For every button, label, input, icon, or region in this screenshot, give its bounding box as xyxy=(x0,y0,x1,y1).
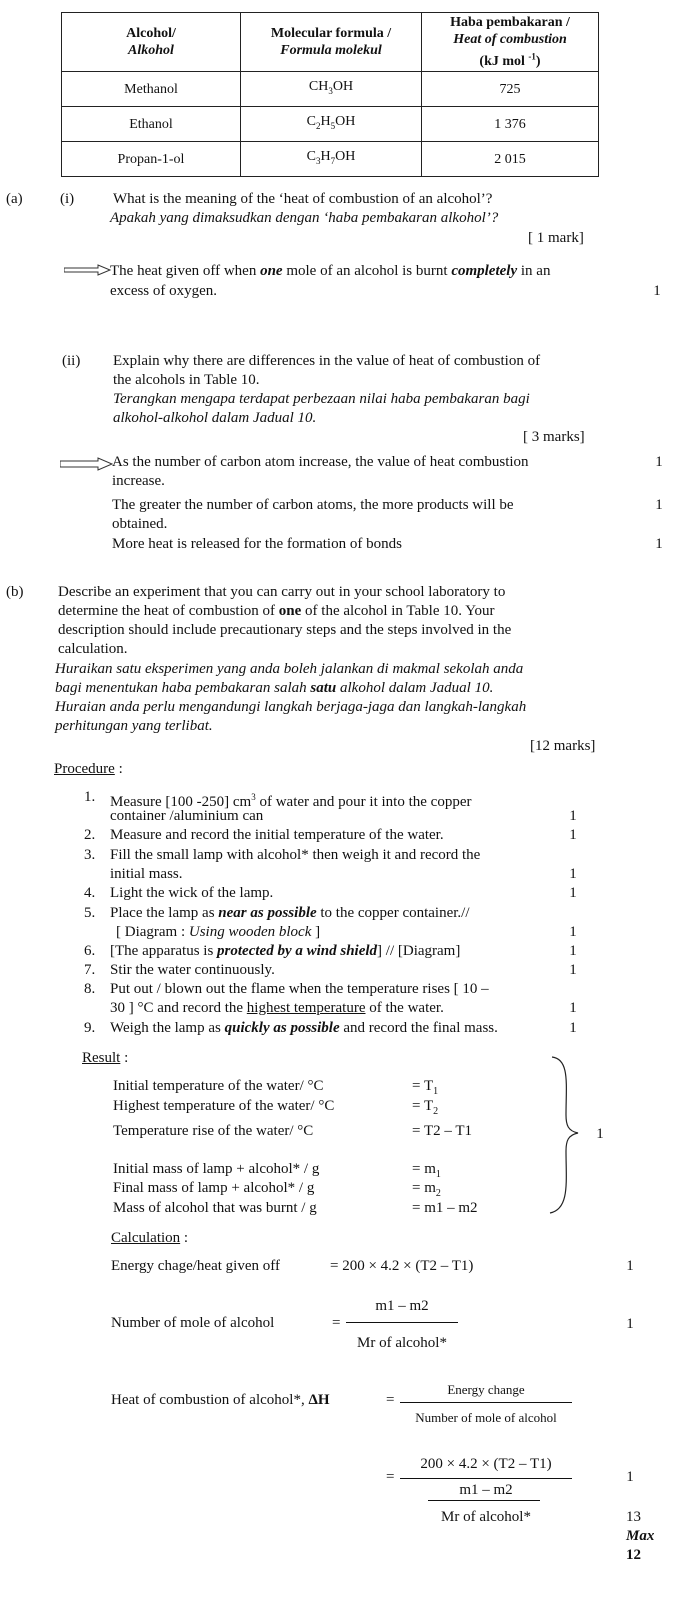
mark: 1 xyxy=(569,1020,577,1036)
part-b-label: (b) xyxy=(6,584,24,600)
step-number: 2. xyxy=(84,827,96,843)
step-5-line1: Place the lamp as near as possible to the copper container.// xyxy=(110,905,470,921)
mark: 1 xyxy=(569,1000,577,1016)
mark: 1 xyxy=(655,497,663,513)
result-heading: Result : xyxy=(82,1050,129,1066)
step-3-line2: initial mass. xyxy=(110,866,183,882)
header-heat: Haba pembakaran / Heat of combustion (kJ mol $^{-1}$) xyxy=(422,13,599,72)
result-label: Final mass of lamp + alcohol* / g xyxy=(113,1180,315,1196)
arrow-icon xyxy=(60,457,114,471)
equals-sign: = xyxy=(386,1469,395,1485)
final-numerator: 200 × 4.2 × (T2 – T1) xyxy=(420,1456,552,1472)
mark: 1 xyxy=(569,827,577,843)
cell-heat: 725 xyxy=(422,72,599,107)
part-a-label: (a) xyxy=(6,191,23,207)
mark: 1 xyxy=(626,1469,634,1485)
part-a-i-question: What is the meaning of the ‘heat of combustion of an alcohol’? xyxy=(113,191,493,207)
part-b-question-ms-4: perhitungan yang terlibat. xyxy=(55,718,213,734)
step-1-line2: container /aluminium can xyxy=(110,808,264,824)
equals-sign: = xyxy=(386,1392,395,1408)
part-a-ii-label: (ii) xyxy=(62,353,81,369)
arrow-icon xyxy=(64,264,112,276)
result-label: Initial temperature of the water/ °C xyxy=(113,1078,324,1094)
part-a-i-label: (i) xyxy=(60,191,75,207)
max-value: 12 xyxy=(626,1547,641,1563)
mark: 1 xyxy=(569,866,577,882)
header-formula: Molecular formula / Formula molekul xyxy=(241,13,422,72)
cell-alcohol: Methanol xyxy=(62,72,241,107)
step-number: 1. xyxy=(84,789,96,805)
curly-brace-icon xyxy=(540,1055,584,1215)
cell-alcohol: Propan-1-ol xyxy=(62,142,241,177)
fraction-line xyxy=(346,1322,458,1323)
mark: 1 xyxy=(569,808,577,824)
result-value: = $T_1$ xyxy=(412,1078,439,1097)
part-a-i-answer: The heat given off when one mole of an alcohol is burnt completely in an xyxy=(110,263,551,279)
result-value: = m1 – m2 xyxy=(412,1200,478,1216)
cell-formula: $C_3H_7OH$ xyxy=(241,142,422,177)
answer-2-line2: obtained. xyxy=(112,516,168,532)
cell-formula: $CH_3OH$ xyxy=(241,72,422,107)
cell-heat: 1 376 xyxy=(422,107,599,142)
calculation-heading: Calculation : xyxy=(111,1230,189,1246)
table-header-row xyxy=(62,13,599,72)
procedure-heading: Procedure : xyxy=(54,761,123,777)
mark: 1 xyxy=(653,283,661,299)
answer-2-line1: The greater the number of carbon atoms, the more products will be xyxy=(112,497,514,513)
step-2: Measure and record the initial temperature of the water. xyxy=(110,827,444,843)
step-number: 4. xyxy=(84,885,96,901)
part-b-question-2: determine the heat of combustion of one of the alcohol in Table 10. Your xyxy=(58,603,495,619)
part-a-ii-marks: [ 3 marks] xyxy=(523,429,585,445)
result-label: Temperature rise of the water/ °C xyxy=(113,1123,314,1139)
part-b-question-3: description should include precautionary steps and the steps involved in the xyxy=(58,622,512,638)
part-b-question-ms-1: Huraikan satu eksperimen yang anda boleh jalankan di makmal sekolah anda xyxy=(55,661,524,677)
mark: 1 xyxy=(596,1126,604,1142)
mark: 1 xyxy=(655,536,663,552)
step-number: 8. xyxy=(84,981,96,997)
mark: 1 xyxy=(626,1258,634,1274)
mark: 1 xyxy=(569,924,577,940)
part-b-question-1: Describe an experiment that you can carry out in your school laboratory to xyxy=(58,584,506,600)
part-a-ii-question-ms-1: Terangkan mengapa terdapat perbezaan nilai haba pembakaran bagi xyxy=(113,391,530,407)
step-7: Stir the water continuously. xyxy=(110,962,275,978)
step-8-line1: Put out / blown out the flame when the temperature rises [ 10 – xyxy=(110,981,489,997)
part-b-question-ms-3: Huraian anda perlu mengandungi langkah berjaga-jaga dan langkah-langkah xyxy=(55,699,527,715)
table-row xyxy=(62,107,599,142)
energy-label: Energy chage/heat given off xyxy=(111,1258,280,1274)
mark: 1 xyxy=(626,1316,634,1332)
fraction-line xyxy=(428,1500,540,1501)
step-1-line1: Measure [100 -250] $cm^3$ of water and pour it into the copper xyxy=(110,792,472,810)
moles-label: Number of mole of alcohol xyxy=(111,1315,275,1331)
heat-numerator: Energy change xyxy=(447,1382,525,1397)
step-number: 3. xyxy=(84,847,96,863)
step-4: Light the wick of the lamp. xyxy=(110,885,274,901)
part-b-question-ms-2: bagi menentukan haba pembakaran salah satu alkohol dalam Jadual 10. xyxy=(55,680,494,696)
step-number: 5. xyxy=(84,905,96,921)
step-9: Weigh the lamp as quickly as possible and record the final mass. xyxy=(110,1020,498,1036)
mark: 1 xyxy=(569,962,577,978)
equals-sign: = xyxy=(332,1315,341,1331)
result-value: = $T_2$ xyxy=(412,1098,439,1117)
header-alcohol: Alcohol/ Alkohol xyxy=(62,13,241,72)
mark: 1 xyxy=(569,885,577,901)
part-b-question-4: calculation. xyxy=(58,641,128,657)
part-a-i-question-ms: Apakah yang dimaksudkan dengan ‘haba pembakaran alkohol’? xyxy=(110,210,499,226)
result-value: = T2 – T1 xyxy=(412,1123,472,1139)
fraction-line xyxy=(400,1478,572,1479)
result-value: = $m_2$ xyxy=(412,1180,441,1199)
result-value: = $m_1$ xyxy=(412,1161,441,1180)
table-row xyxy=(62,142,599,177)
part-b-marks: [12 marks] xyxy=(530,738,596,754)
total-marks: 13 xyxy=(626,1509,641,1525)
energy-equation: = 200 × 4.2 × (T2 – T1) xyxy=(330,1258,474,1274)
mark: 1 xyxy=(655,454,663,470)
step-number: 7. xyxy=(84,962,96,978)
moles-denominator: Mr of alcohol* xyxy=(357,1335,447,1351)
step-number: 9. xyxy=(84,1020,96,1036)
moles-numerator: m1 – m2 xyxy=(375,1298,429,1314)
part-a-i-answer-line2: excess of oxygen. xyxy=(110,283,218,299)
heat-denominator: Number of mole of alcohol xyxy=(415,1410,557,1425)
step-3-line1: Fill the small lamp with alcohol* then weigh it and record the xyxy=(110,847,481,863)
cell-alcohol: Ethanol xyxy=(62,107,241,142)
max-label: Max xyxy=(626,1528,655,1544)
header-heat-unit: (kJ mol $^{-1}$) xyxy=(479,51,541,69)
step-5-line2: [ Diagram : Using wooden block ] xyxy=(116,924,321,940)
part-a-ii-question-2: the alcohols in Table 10. xyxy=(113,372,260,388)
part-a-i-marks: [ 1 mark] xyxy=(528,230,584,246)
answer-3: More heat is released for the formation of bonds xyxy=(112,536,402,552)
mark: 1 xyxy=(569,943,577,959)
final-denominator-numerator: m1 – m2 xyxy=(459,1482,513,1498)
answer-1-line2: increase. xyxy=(112,473,165,489)
cell-heat: 2 015 xyxy=(422,142,599,177)
part-a-ii-question-1: Explain why there are differences in the value of heat of combustion of xyxy=(113,353,541,369)
part-a-ii-question-ms-2: alkohol-alkohol dalam Jadual 10. xyxy=(113,410,317,426)
step-6: [The apparatus is protected by a wind shield] // [Diagram] xyxy=(110,943,461,959)
result-label: Highest temperature of the water/ °C xyxy=(113,1098,335,1114)
final-denominator-denominator: Mr of alcohol* xyxy=(441,1509,531,1525)
cell-formula: $C_2H_5OH$ xyxy=(241,107,422,142)
heat-label: Heat of combustion of alcohol*, ΔH xyxy=(111,1392,330,1408)
result-label: Initial mass of lamp + alcohol* / g xyxy=(113,1161,320,1177)
answer-1-line1: As the number of carbon atom increase, the value of heat combustion xyxy=(112,454,529,470)
heat-of-combustion-table xyxy=(61,12,599,177)
table-row xyxy=(62,72,599,107)
step-number: 6. xyxy=(84,943,96,959)
result-label: Mass of alcohol that was burnt / g xyxy=(113,1200,317,1216)
fraction-line xyxy=(400,1402,572,1403)
step-8-line2: 30 ] °C and record the highest temperature of the water. xyxy=(110,1000,444,1016)
